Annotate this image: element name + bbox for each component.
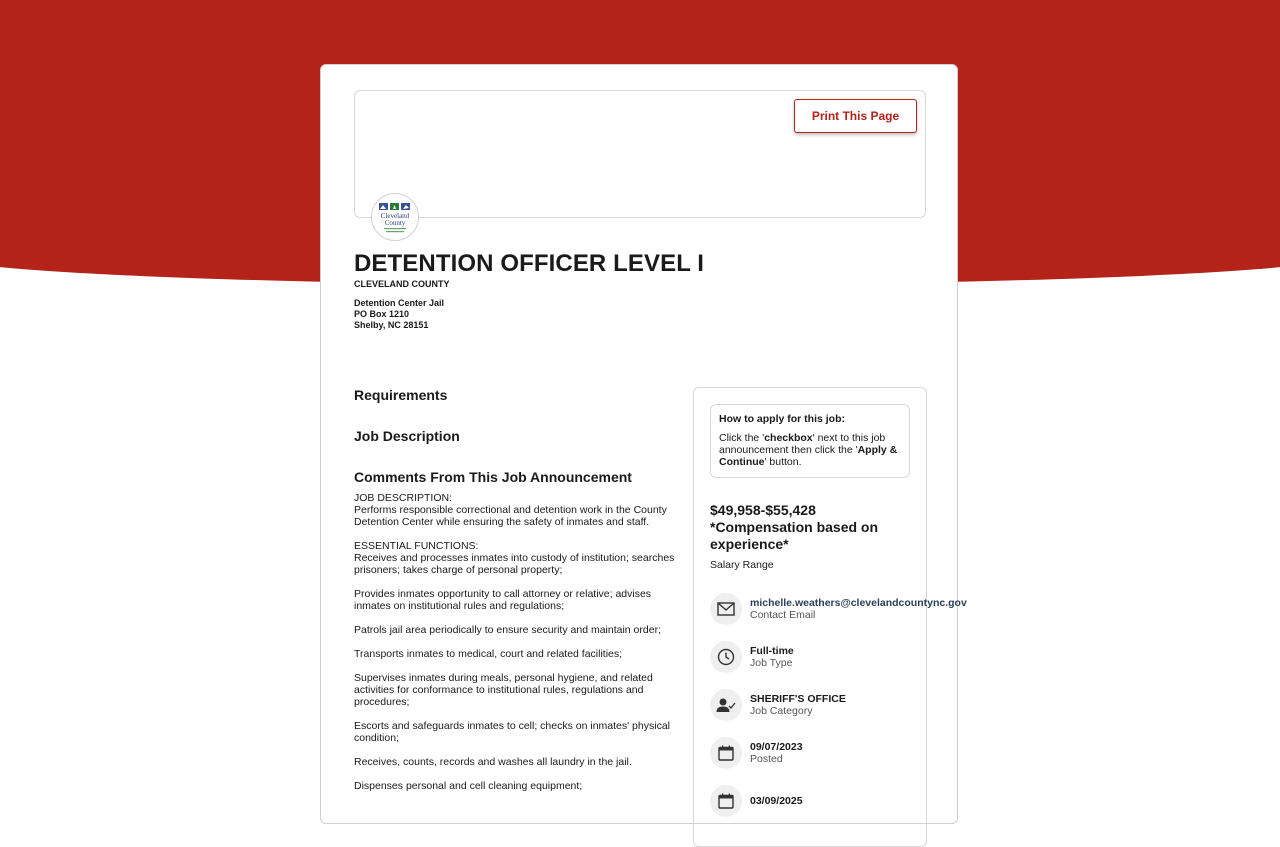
- description-paragraph: [354, 672, 686, 708]
- clock-icon: [710, 641, 742, 673]
- description-paragraph: [354, 756, 686, 768]
- description-line: ESSENTIAL FUNCTIONS:: [354, 540, 479, 552]
- description-paragraph: [354, 624, 686, 636]
- description-line: Transports inmates to medical, court and related facilities;: [354, 648, 623, 660]
- banner: [354, 90, 926, 218]
- posted-date-row: [710, 736, 803, 770]
- job-sidebar: [693, 387, 967, 847]
- description-line: Performs responsible correctional and detention work in the County Detention Center while ensuring the safety of inmates and staff.: [354, 504, 667, 528]
- description-paragraph: [354, 588, 686, 612]
- contact-email-label: Contact Email: [750, 609, 816, 621]
- job-category-label: Job Category: [750, 705, 813, 717]
- organization-name: CLEVELAND COUNTY: [354, 279, 450, 289]
- description-line: Dispenses personal and cell cleaning equipment;: [354, 780, 583, 792]
- description-line: Receives, counts, records and washes all laundry in the jail.: [354, 756, 632, 768]
- description-paragraph: [354, 648, 686, 660]
- how-to-apply-text: Click the 'checkbox' next to this job announcement then click the 'Apply & Continue' button.: [719, 432, 898, 468]
- description-line: JOB DESCRIPTION:: [354, 492, 453, 504]
- posted-date-value: 09/07/2023: [750, 741, 803, 753]
- job-title: DETENTION OFFICER LEVEL I: [354, 250, 705, 277]
- description-line: Escorts and safeguards inmates to cell; checks on inmates' physical condition;: [354, 720, 670, 744]
- job-card: [320, 64, 967, 824]
- job-type-row: [710, 640, 794, 674]
- description-paragraph: [354, 540, 686, 576]
- closing-date-row: [710, 784, 803, 818]
- job-type-value: Full-time: [750, 645, 794, 657]
- requirements-heading[interactable]: Requirements: [354, 387, 448, 403]
- contact-email-link[interactable]: michelle.weathers@clevelandcountync.gov: [750, 597, 967, 609]
- description-paragraph: [354, 492, 686, 528]
- how-to-apply-box: [710, 404, 910, 478]
- description-line: Patrols jail area periodically to ensure security and maintain order;: [354, 624, 661, 636]
- closing-date-value: 03/09/2025: [750, 795, 803, 807]
- address-line: Shelby, NC 28151: [354, 320, 429, 330]
- user-check-icon: [710, 689, 742, 721]
- svg-text:Cleveland: Cleveland: [380, 212, 410, 220]
- address-line: Detention Center Jail: [354, 298, 445, 308]
- description-line: Provides inmates opportunity to call attorney or relative; advises inmates on institutional rules and regulations;: [354, 588, 652, 612]
- posted-date-label: Posted: [750, 753, 783, 765]
- job-description-heading[interactable]: Job Description: [354, 428, 460, 444]
- salary-range: [710, 502, 910, 574]
- address-line: PO Box 1210: [354, 309, 410, 319]
- calendar-icon: [710, 785, 742, 817]
- svg-text:County: County: [384, 219, 406, 227]
- salary-label: Salary Range: [710, 559, 774, 571]
- how-to-apply-title: How to apply for this job:: [719, 413, 845, 425]
- contact-email-row: [710, 592, 967, 626]
- description-paragraph: [354, 720, 686, 744]
- job-category-value: SHERIFF'S OFFICE: [750, 693, 846, 705]
- job-address: [354, 298, 444, 331]
- county-logo: [371, 193, 419, 241]
- job-description-text: [354, 492, 686, 804]
- calendar-icon: [710, 737, 742, 769]
- job-category-row: [710, 688, 846, 722]
- description-line: Receives and processes inmates into custody of institution; searches prisoners; takes charge of personal property;: [354, 552, 675, 576]
- salary-value: $49,958-$55,428 *Compensation based on experience*: [710, 502, 879, 552]
- description-line: Supervises inmates during meals, personal hygiene, and related activities for conformance to institutional rules, regulations and procedures;: [354, 672, 653, 708]
- job-type-label: Job Type: [750, 657, 793, 669]
- print-page-button[interactable]: Print This Page: [794, 99, 917, 133]
- comments-heading: Comments From This Job Announcement: [354, 469, 632, 485]
- envelope-icon: [710, 593, 742, 625]
- description-paragraph: [354, 780, 686, 792]
- county-logo-icon: [372, 194, 418, 240]
